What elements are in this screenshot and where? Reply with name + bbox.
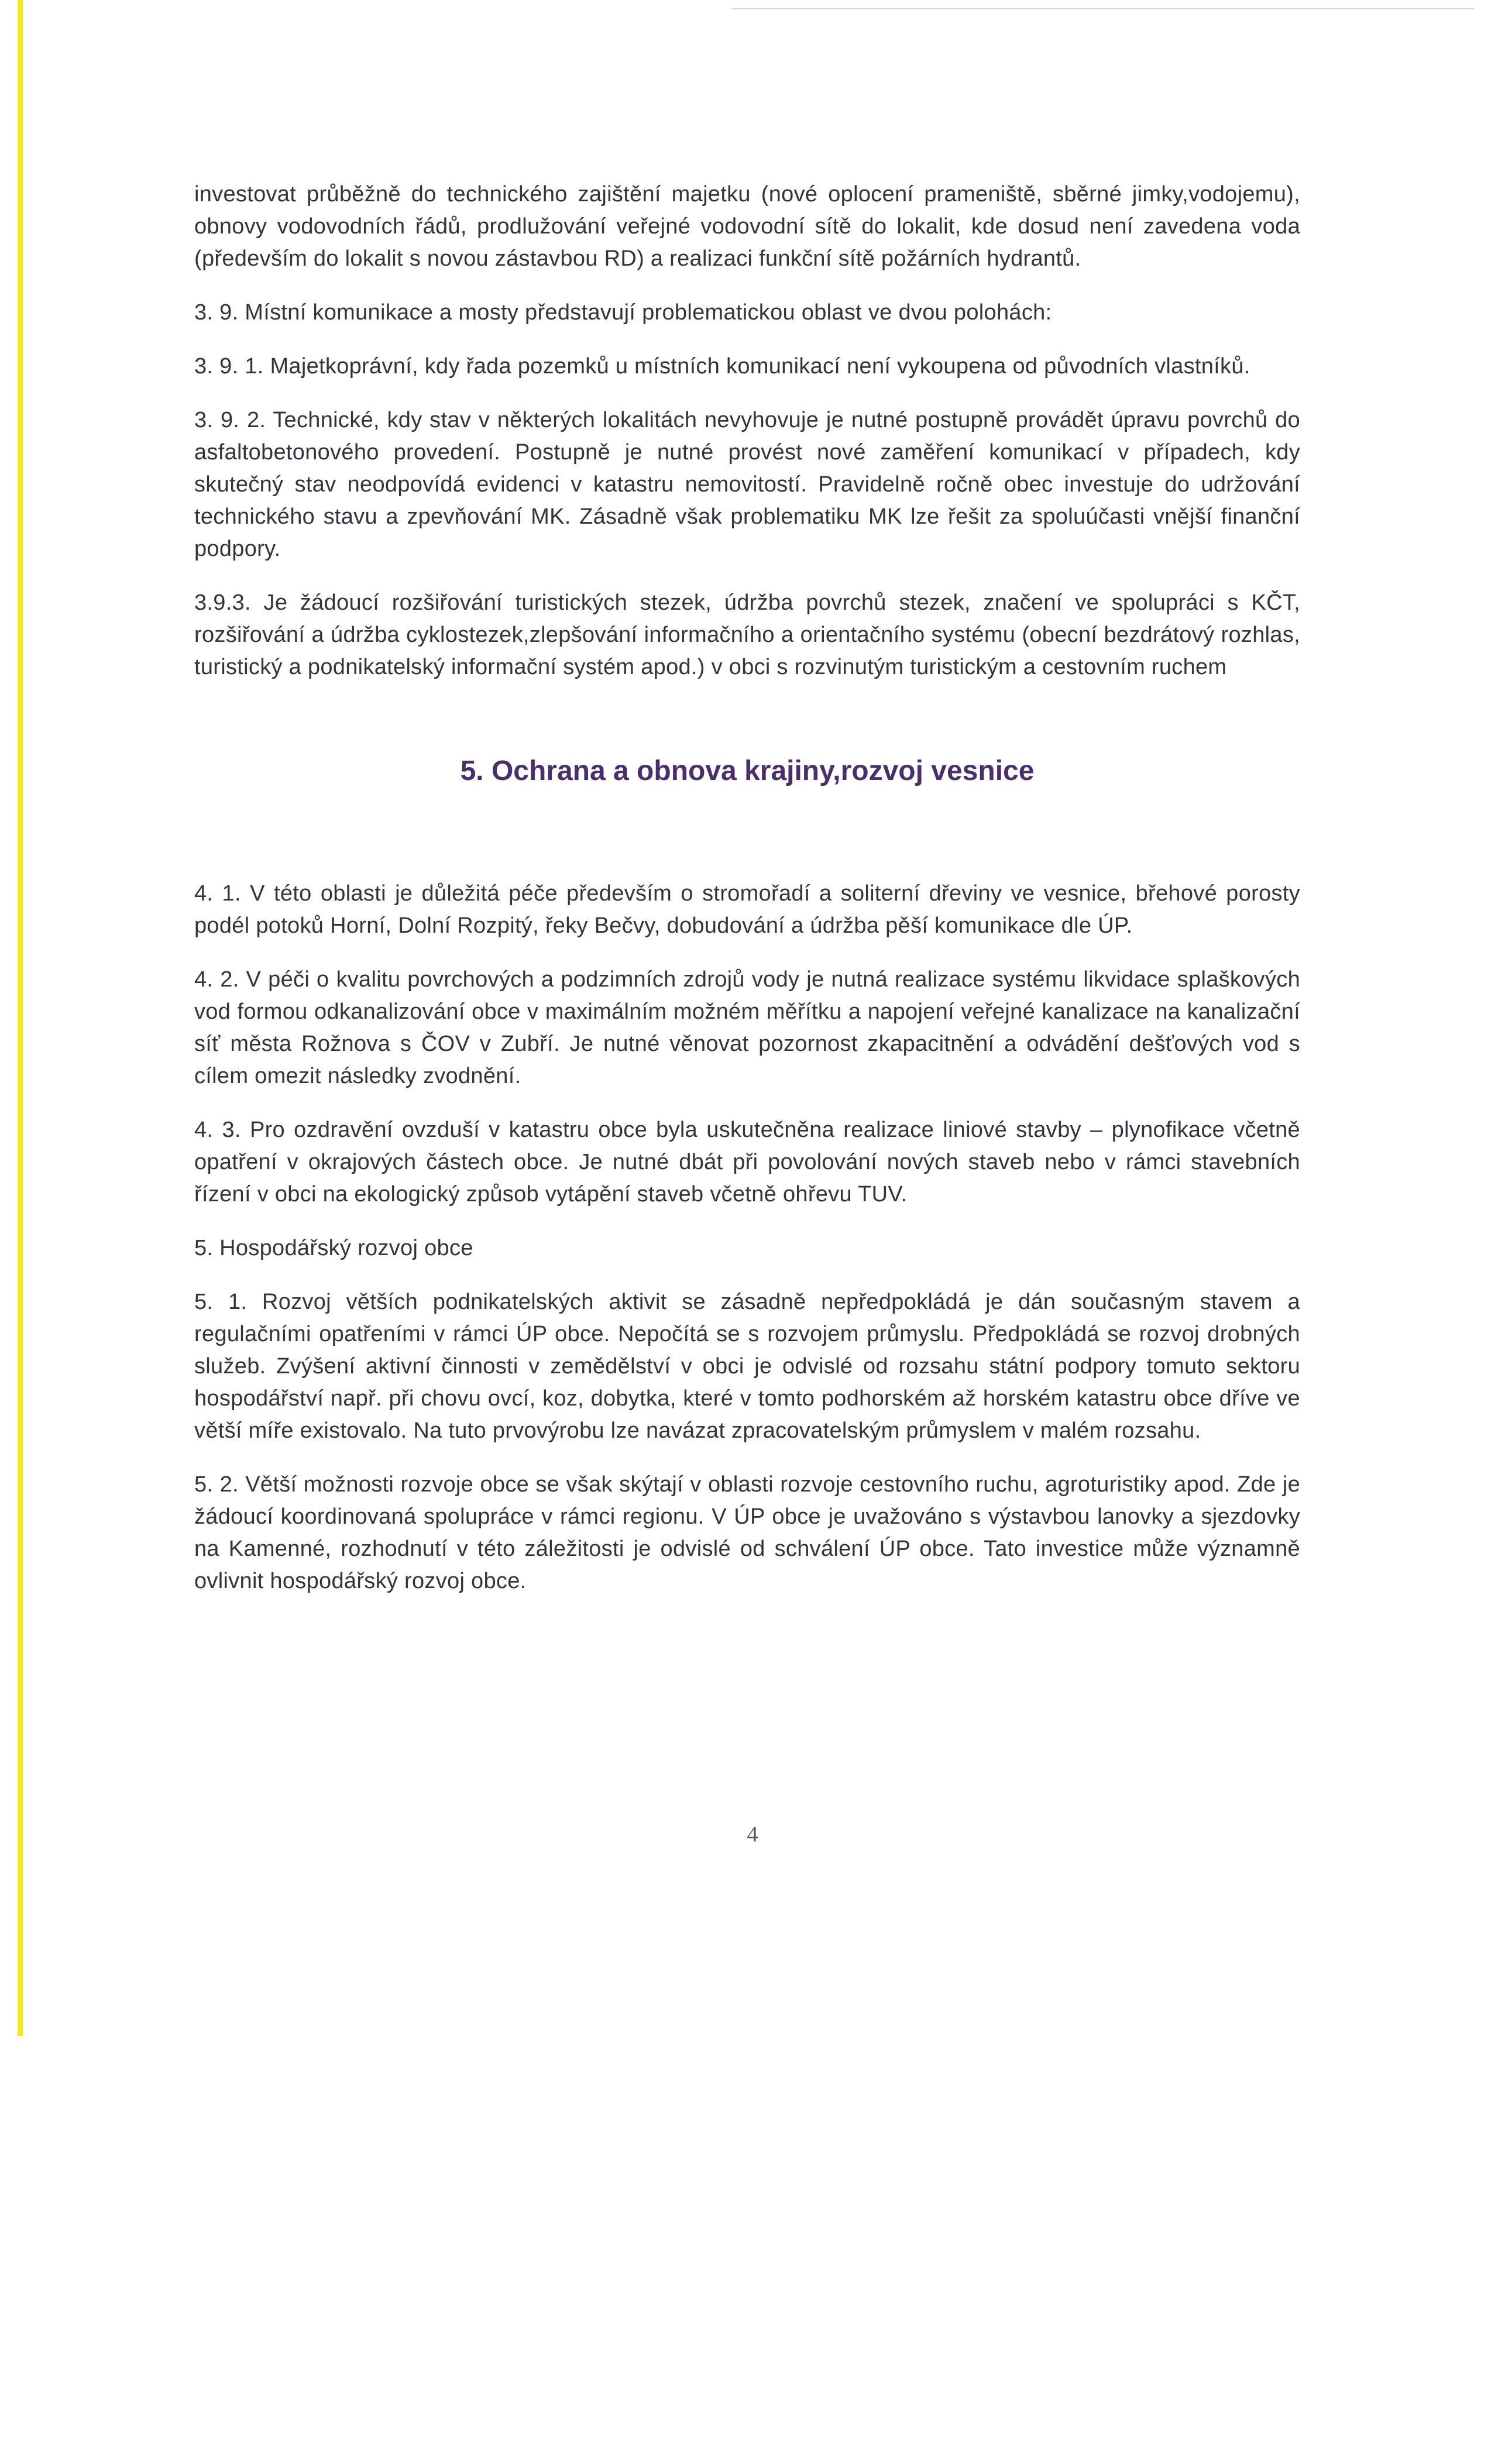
paragraph-5-1: 5. 1. Rozvoj větších podnikatelských aktivit se zásadně nepředpokládá je dán současným stavem a regulačními opatřeními v rámci ÚP obce. Nepočítá se s rozvojem průmyslu. Předpokládá se rozvoj drobných služeb. Zvýšení aktivní činnosti v zemědělství v obci je odvislé od rozsahu státní podpory tomuto sektoru hospodářství např. při chovu ovcí, koz, dobytka, které v tomto podhorském až horském katastru obce dříve ve větší míře existovalo. Na tuto prvovýrobu lze navázat zpracovatelským průmyslem v malém rozsahu.: [194, 1290, 1300, 1443]
page-number: 4: [747, 1822, 758, 1847]
paragraph-3-9-3: 3.9.3. Je žádoucí rozšiřování turistických stezek, údržba povrchů stezek, značení ve spolupráci s KČT, rozšiřování a údržba cyklostezek,zlepšování informačního a orientačního systému (obecní bezdrátový rozhlas, turistický a podnikatelský informační systém apod.) v obci s rozvinutým turistickým a cestovním ruchem: [194, 590, 1300, 679]
page-content: [194, 178, 1300, 1619]
paragraph-4-2: 4. 2. V péči o kvalitu povrchových a podzimních zdrojů vody je nutná realizace systému likvidace splaškových vod formou odkanalizování obce v maximálním možném měřítku a napojení veřejné kanalizace na kanalizační síť města Rožnova s ČOV v Zubří. Je nutné věnovat pozornost zkapacitnění a odvádění dešťových vod s cílem omezit následky zvodnění.: [194, 967, 1300, 1088]
paragraph-4-3: 4. 3. Pro ozdravění ovzduší v katastru obce byla uskutečněna realizace liniové stavby – plynofikace včetně opatření v okrajových částech obce. Je nutné dbát při povolování nových staveb nebo v rámci stavebních řízení v obci na ekologický způsob vytápění staveb včetně ohřevu TUV.: [194, 1118, 1300, 1207]
paragraph-3-9: 3. 9. Místní komunikace a mosty představují problematickou oblast ve dvou polohách:: [194, 300, 1052, 325]
section-heading: 5. Ochrana a obnova krajiny,rozvoj vesnice: [460, 755, 1035, 786]
paragraph-water-infrastructure: investovat průběžně do technického zajištění majetku (nové oplocení prameniště, sběrné jimky,vodojemu), obnovy vodovodních řádů, prodlužování veřejné vodovodní sítě do lokalit, kde dosud není zavedena voda (především do lokalit s novou zástavbou RD) a realizaci funkční sítě požárních hydrantů.: [194, 182, 1300, 271]
paragraph-3-9-1: 3. 9. 1. Majetkoprávní, kdy řada pozemků u místních komunikací není vykoupena od původních vlastníků.: [194, 354, 1250, 379]
paragraph-4-1: 4. 1. V této oblasti je důležitá péče především o stromořadí a soliterní dřeviny ve vesnice, břehové porosty podél potoků Horní, Dolní Rozpitý, řeky Bečvy, dobudování a údržba pěší komunikace dle ÚP.: [194, 881, 1300, 938]
top-scan-rule: [731, 8, 1475, 9]
paragraph-5-2: 5. 2. Větší možnosti rozvoje obce se však skýtají v oblasti rozvoje cestovního ruchu, agroturistiky apod. Zde je žádoucí koordinovaná spolupráce v rámci regionu. V ÚP obce je uvažováno s výstavbou lanovky a sjezdovky na Kamenné, rozhodnutí v této záležitosti je odvislé od schválení ÚP obce. Tato investice může významně ovlivnit hospodářský rozvoj obce.: [194, 1472, 1300, 1593]
paragraph-3-9-2: 3. 9. 2. Technické, kdy stav v některých lokalitách nevyhovuje je nutné postupně provádět úpravu povrchů do asfaltobetonového provedení. Postupně je nutné provést nové zaměření komunikací v případech, kdy skutečný stav neodpovídá evidenci v katastru nemovitostí. Pravidelně ročně obec investuje do udržování technického stavu a zpevňování MK. Zásadně však problematiku MK lze řešit za spoluúčasti vnější finanční podpory.: [194, 408, 1300, 561]
yellow-margin-line: [18, 0, 23, 2036]
paragraph-section-5-title: 5. Hospodářský rozvoj obce: [194, 1236, 473, 1260]
